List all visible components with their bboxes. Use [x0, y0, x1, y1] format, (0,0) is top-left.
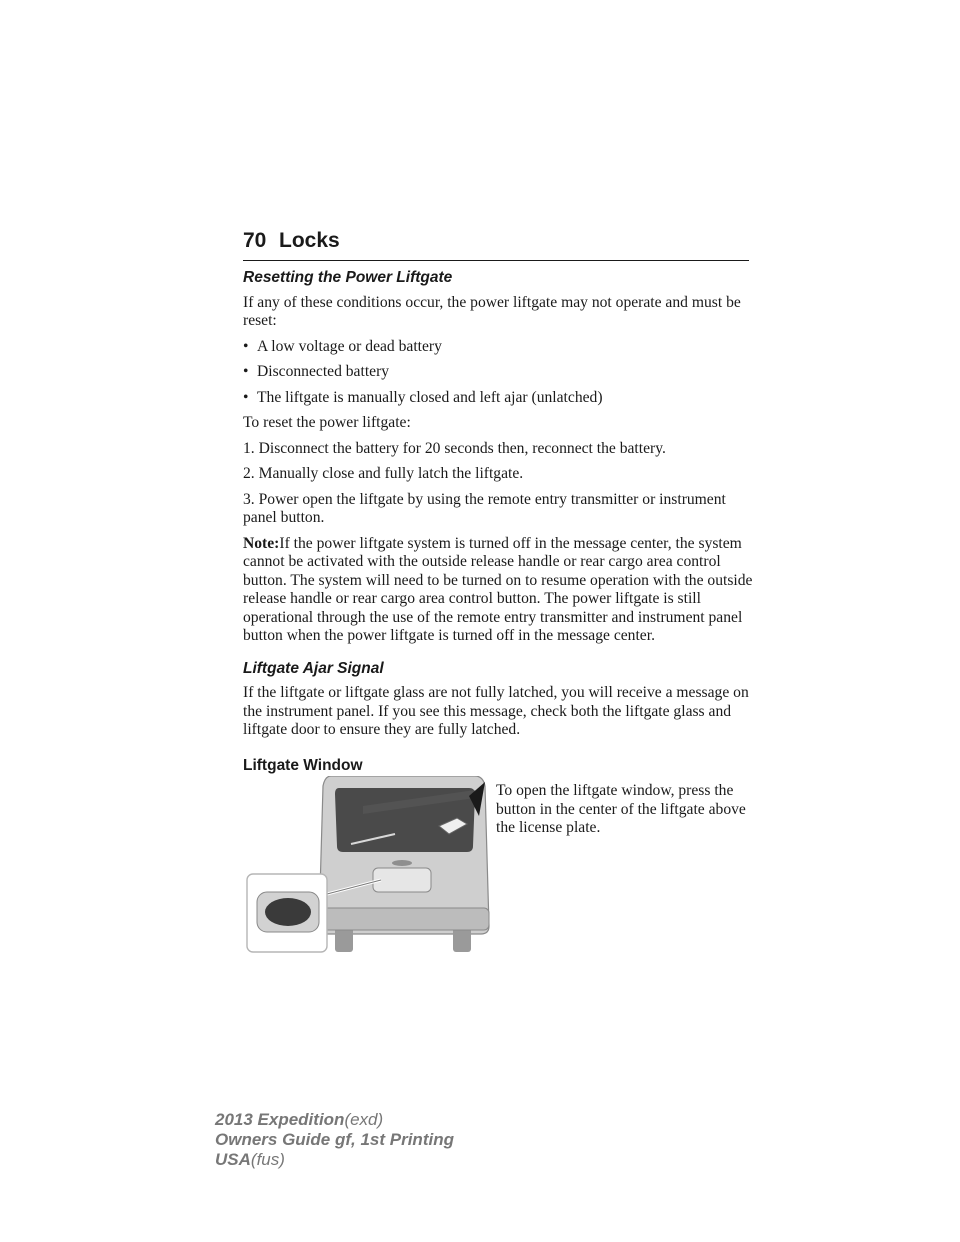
reset-intro: If any of these conditions occur, the power liftgate may not operate and must be reset:: [243, 293, 741, 329]
ajar-text: If the liftgate or liftgate glass are not fully latched, you will receive a message on the instrument panel. If you see this message, check both the liftgate glass and liftgate door to ensure they are fully latched.: [243, 684, 749, 738]
reset-step: 2. Manually close and fully latch the liftgate.: [243, 465, 524, 482]
note-paragraph: [243, 535, 753, 646]
reset-lead: To reset the power liftgate:: [243, 414, 411, 431]
note-label: Note:: [243, 534, 280, 552]
page-footer: [215, 1110, 454, 1170]
window-row: [243, 782, 753, 952]
window-text: To open the liftgate window, press the button in the center of the liftgate above the license plate.: [496, 782, 746, 836]
footer-region-code: (fus): [250, 1150, 285, 1169]
page-content: [243, 269, 753, 952]
footer-line-3: [215, 1150, 454, 1170]
list-item: • A low voltage or dead battery: [243, 338, 753, 357]
footer-line-2: Owners Guide gf, 1st Printing: [215, 1130, 454, 1149]
footer-line-1: [215, 1110, 454, 1130]
condition-list: [243, 338, 753, 408]
window-heading: Liftgate Window: [243, 756, 363, 774]
reset-step: 1. Disconnect the battery for 20 seconds then, reconnect the battery.: [243, 439, 666, 457]
footer-model-code: (exd): [344, 1110, 384, 1129]
list-item: • Disconnected battery: [243, 363, 753, 382]
reset-step: 3. Power open the liftgate by using the remote entry transmitter or instrument panel button.: [243, 490, 726, 526]
reset-heading: Resetting the Power Liftgate: [243, 269, 453, 286]
footer-region: USA: [215, 1150, 251, 1169]
footer-model: 2013 Expedition: [215, 1110, 345, 1129]
liftgate-illustration: [243, 776, 493, 954]
page-header: [243, 228, 749, 261]
list-item: • The liftgate is manually closed and left ajar (unlatched): [243, 389, 753, 408]
ajar-heading: Liftgate Ajar Signal: [243, 659, 384, 677]
page-number: 70: [243, 229, 267, 252]
note-text: If the power liftgate system is turned off in the message center, the system cannot be activated with the outside release handle or rear cargo area control button. The system will need to be turned on to resume operation with the outside release handle or rear cargo area control button. The power liftgate is still operational through the use of the remote entry transmitter and instrument panel button when the power liftgate is turned off in the message center.: [243, 534, 753, 644]
page-title: Locks: [279, 229, 340, 252]
